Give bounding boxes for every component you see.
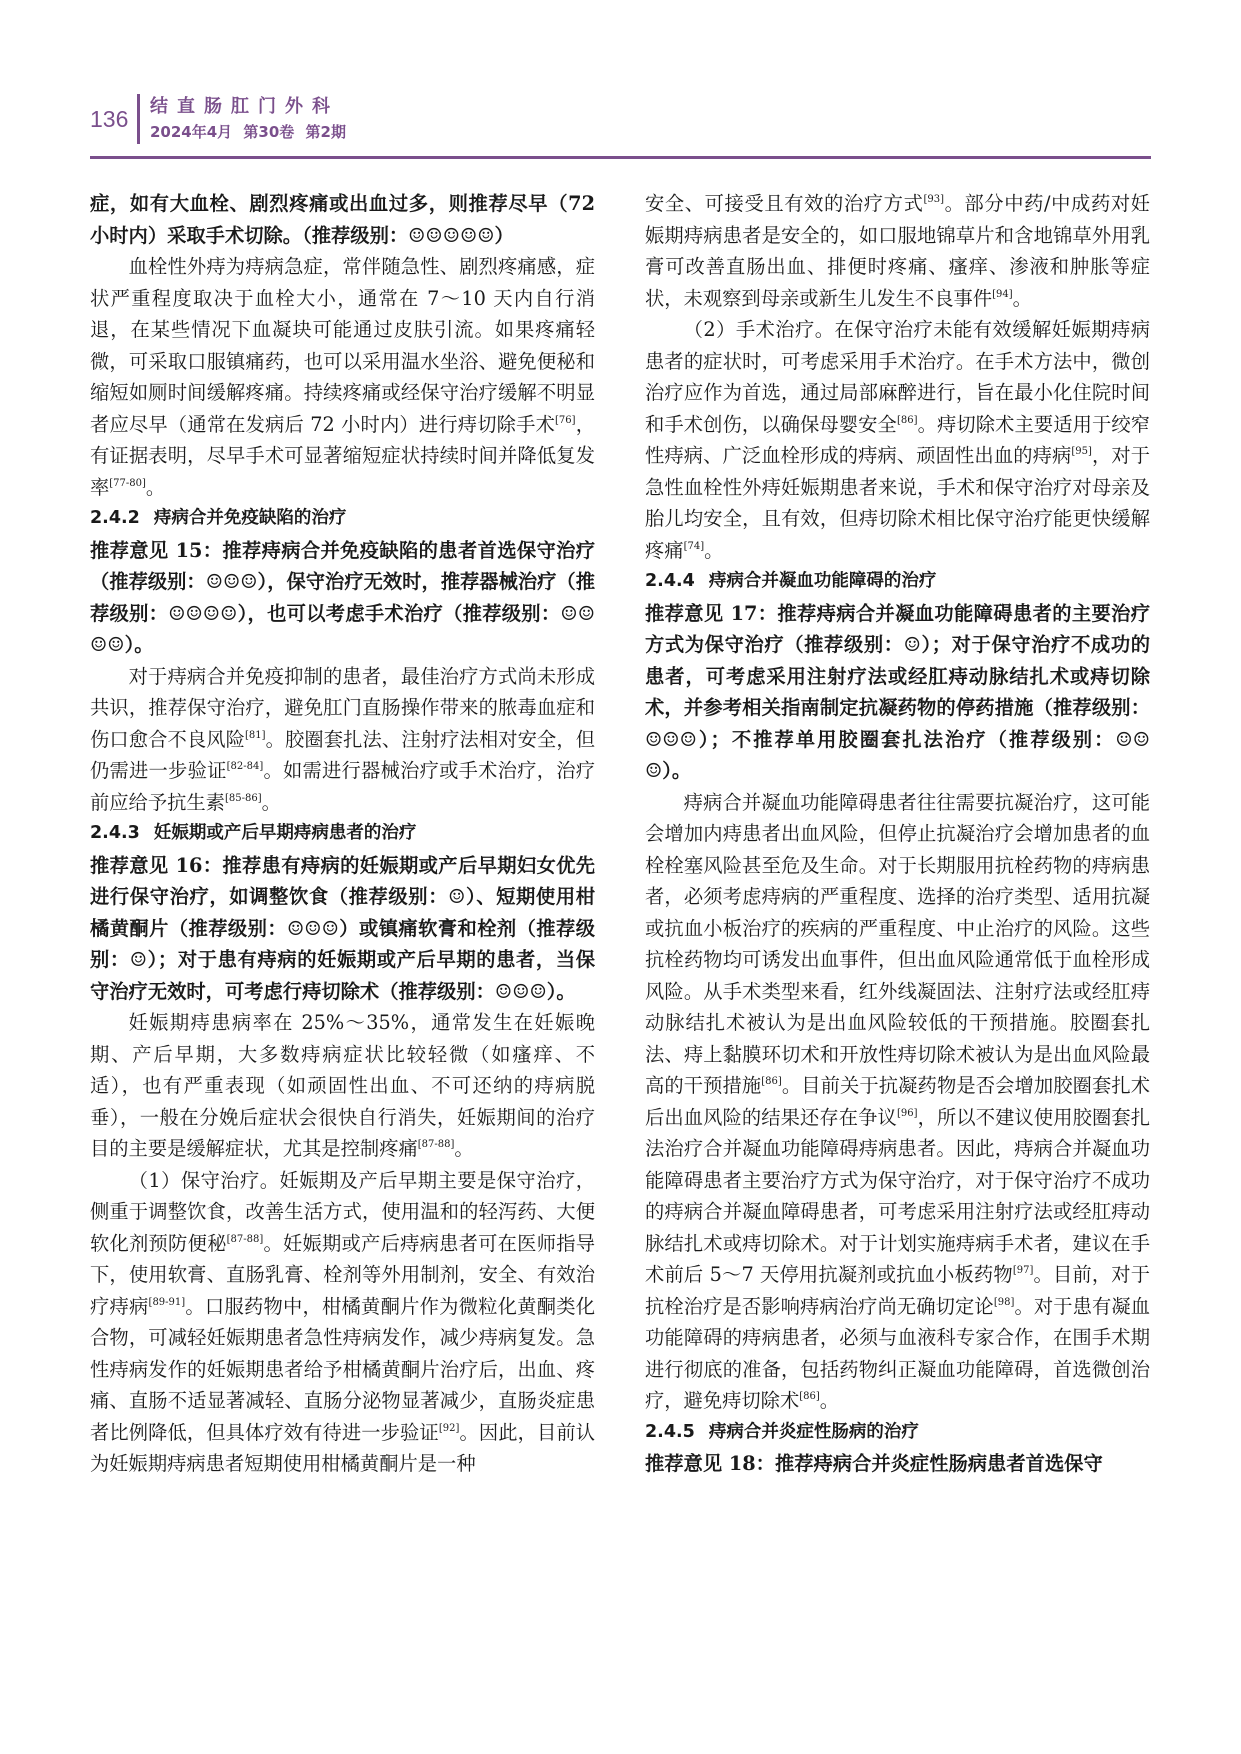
text: 。如需进行器械治疗或手术治疗，治疗前应给予抗生素 — [90, 759, 596, 814]
citation: [95] — [1071, 446, 1092, 457]
citation: [92] — [438, 1422, 460, 1434]
citation: [89-91] — [148, 1296, 186, 1308]
section-number: 2.4.5 — [645, 1421, 695, 1442]
recommendation-16: 推荐意见 16：推荐患有痔病的妊娠期或产后早期妇女优先进行保守治疗，如调整饮食（推荐级别：☺）、短期使用柑橘黄酮片（推荐级别：☺☺☺）或镇痛软膏和栓剂（推荐级别：☺）；对于患有痔病的妊娠期或产后早期的患者，当保守治疗无效时，可考虑行痔切除术（推荐级别：☺☺☺）。 — [90, 853, 595, 1003]
text: 。口服药物中，柑橘黄酮片作为微粒化黄酮类化合物，可减轻妊娠期患者急性痔病发作，减少痔病复发。急性痔病发作的妊娠期患者给予柑橘黄酮片治疗后，出血、疼痛、直肠不适显著减轻、直肠分泌物显著减少，直肠炎症患者比例降低，但具体疗效有待进一步验证 — [90, 1294, 595, 1444]
text: 。痔切除术主要适用于绞窄性痔病、广泛血栓形成的痔病、顽固性出血的痔病 — [645, 412, 1151, 467]
text: 。妊娠期或产后痔病患者可在医师指导下，使用软膏、直肠乳膏、栓剂等外用制剂，安全、有效治疗痔病 — [90, 1231, 596, 1318]
header-rule — [90, 156, 1151, 159]
text: 。 — [1012, 286, 1032, 310]
citation: [81] — [245, 729, 266, 741]
text: 。目前关于抗凝药物是否会增加胶圈套扎术后出血风险的结果还存在争议 — [645, 1074, 1151, 1129]
citation: [86] — [896, 414, 918, 426]
paragraph — [645, 188, 1150, 314]
citation: [74] — [683, 540, 705, 552]
text: （2）手术治疗。在保守治疗未能有效缓解妊娠期痔病患者的症状时，可考虑采用手术治疗。在手术方法中，微创治疗应作为首选，通过局部麻醉进行，旨在最小化住院时间和手术创伤，以确保母婴安全 — [645, 318, 1150, 436]
text: ，所以不建议使用胶圈套扎法治疗合并凝血功能障碍痔病患者。因此，痔病合并凝血功能障碍患者主要治疗方式为保守治疗，对于保守治疗不成功的痔病合并凝血障碍患者，可考虑采用注射疗法或经肛痔动脉结扎术或痔切除术。对于计划实施痔病手术者，建议在手术前后 5～7 天停用抗凝剂或抗血小板药物 — [645, 1105, 1151, 1286]
text: （1）保守治疗。妊娠期及产后早期主要是保守治疗，侧重于调整饮食，改善生活方式，使用温和的轻泻药、大便软化剂预防便秘 — [90, 1168, 595, 1255]
text: ，对于急性血栓性外痔妊娠期患者来说，手术和保守治疗对母亲及胎儿均安全，且有效，但痔切除术相比保守治疗能更快缓解疼痛 — [645, 444, 1151, 562]
section-heading-2-4-2 — [90, 503, 595, 535]
citation: [85-86] — [224, 792, 262, 804]
text: 。 — [261, 790, 281, 814]
recommendation-14-end: 症，如有大血栓、剧烈疼痛或出血过多，则推荐尽早（72 小时内）采取手术切除。（推荐级别：☺☺☺☺☺） — [90, 192, 595, 247]
text: 痔病合并凝血功能障碍患者往往需要抗凝治疗，这可能会增加内痔患者出血风险，但停止抗凝治疗会增加患者的血栓栓塞风险甚至危及生命。对于长期服用抗栓药物的痔病患者，必须考虑痔病的严重程度、选择的治疗类型、适用抗凝或抗血小板治疗的疾病的严重程度、中止治疗的风险。这些抗栓药物均可诱发出血事件，但出血风险通常低于血栓形成风险。从手术类型来看，红外线凝固法、注射疗法或经肛痔动脉结扎术被认为是出血风险较低的干预措施。胶圈套扎法、痔上黏膜环切术和开放性痔切除术被认为是出血风险最高的干预措施 — [645, 790, 1150, 1097]
citation: [86] — [799, 1391, 820, 1402]
page-number: 136 — [90, 106, 129, 132]
text: 安全、可接受且有效的治疗方式 — [645, 192, 924, 215]
section-title: 痔病合并免疫缺陷的治疗 — [153, 508, 347, 528]
section-heading-2-4-4 — [645, 566, 1150, 598]
text: 。 — [704, 538, 724, 562]
paragraph — [645, 787, 1150, 1417]
right-column — [645, 188, 1150, 1480]
text: 。目前，对于抗栓治疗是否影响痔病治疗尚无确切定论 — [645, 1263, 1151, 1318]
recommendation-15: 推荐意见 15：推荐痔病合并免疫缺陷的患者首选保守治疗（推荐级别：☺☺☺），保守治疗无效时，推荐器械治疗（推荐级别：☺☺☺☺），也可以考虑手术治疗（推荐级别：☺☺☺☺）。 — [90, 538, 595, 656]
paragraph — [90, 251, 595, 503]
header-divider — [137, 94, 140, 144]
section-heading-2-4-3 — [90, 818, 595, 850]
text: 。 — [819, 1389, 840, 1412]
section-number: 2.4.3 — [90, 823, 140, 843]
text: 妊娠期痔患病率在 25%～35%，通常发生在妊娠晚期、产后早期，大多数痔病症状比较轻微（如瘙痒、不适），也有严重表现（如顽固性出血、不可还纳的痔病脱垂），一般在分娩后症状会很快自行消失，妊娠期间的治疗目的主要是缓解症状，尤其是控制疼痛 — [90, 1011, 595, 1160]
issue-info: 2024年4月 第30卷 第2期 — [150, 123, 346, 141]
left-column — [90, 188, 595, 1480]
section-title: 痔病合并凝血功能障碍的治疗 — [708, 571, 937, 591]
citation: [87-88] — [226, 1233, 264, 1245]
paragraph — [90, 661, 595, 819]
section-title: 妊娠期或产后早期痔病患者的治疗 — [153, 823, 417, 843]
text: 。胶圈套扎法、注射疗法相对安全，但仍需进一步验证 — [90, 727, 595, 782]
text: 。对于患有凝血功能障碍的痔病患者，必须与血液科专家合作，在围手术期进行彻底的准备，包括药物纠正凝血功能障碍，首选微创治疗，避免痔切除术 — [645, 1294, 1151, 1412]
recommendation-18: 推荐意见 18：推荐痔病合并炎症性肠病患者首选保守 — [645, 1452, 1103, 1475]
citation: [82-84] — [226, 761, 264, 772]
citation: [77-80] — [109, 477, 146, 489]
paragraph — [645, 314, 1150, 566]
text: 血栓性外痔为痔病急症，常伴随急性、剧烈疼痛感，症状严重程度取决于血栓大小，通常在 7～10 天内自行消退，在某些情况下血凝块可能通过皮肤引流。如果疼痛轻微，可采取口服镇痛药，也可以采用温水坐浴、避免便秘和缩短如厕时间缓解疼痛。持续疼痛或经保守治疗缓解不明显者应尽早（通常在发病后 72 小时内）进行痔切除手术 — [90, 255, 595, 436]
citation: [97] — [1012, 1265, 1034, 1276]
recommendation-17: 推荐意见 17：推荐痔病合并凝血功能障碍患者的主要治疗方式为保守治疗（推荐级别：☺）；对于保守治疗不成功的患者，可考虑采用注射疗法或经肛痔动脉结扎术或痔切除术，并参考相关指南制定抗凝药物的停药措施（推荐级别：☺☺☺）；不推荐单用胶圈套扎法治疗（推荐级别：☺☺☺）。 — [645, 601, 1150, 782]
section-heading-2-4-5 — [645, 1417, 1150, 1449]
citation: [93] — [923, 194, 944, 205]
text: 。 — [145, 475, 166, 499]
paragraph — [90, 1165, 595, 1480]
citation: [94] — [992, 288, 1013, 300]
journal-title: 结直肠肛门外科 — [150, 96, 339, 117]
text: 。部分中药/中成药对妊娠期痔病患者是安全的，如口服地锦草片和含地锦草外用乳膏可改善直肠出血、排便时疼痛、瘙痒、渗液和肿胀等症状，未观察到母亲或新生儿发生不良事件 — [645, 192, 1151, 310]
citation: [96] — [896, 1107, 918, 1119]
citation: [98] — [993, 1296, 1015, 1308]
text: 。因此，目前认为妊娠期痔病患者短期使用柑橘黄酮片是一种 — [90, 1420, 596, 1475]
citation: [76] — [555, 414, 576, 426]
text: 对于痔病合并免疫抑制的患者，最佳治疗方式尚未形成共识，推荐保守治疗，避免肛门直肠操作带来的脓毒血症和伤口愈合不良风险 — [90, 664, 595, 751]
page-header — [90, 92, 1150, 162]
paragraph — [90, 1007, 595, 1165]
section-title: 痔病合并炎症性肠病的治疗 — [708, 1421, 919, 1442]
citation: [87-88] — [417, 1139, 455, 1150]
citation: [86] — [761, 1076, 782, 1087]
text: 。 — [454, 1137, 474, 1160]
section-number: 2.4.2 — [90, 508, 140, 528]
text: ，有证据表明，尽早手术可显著缩短症状持续时间并降低复发率 — [90, 412, 595, 499]
section-number: 2.4.4 — [645, 571, 695, 591]
